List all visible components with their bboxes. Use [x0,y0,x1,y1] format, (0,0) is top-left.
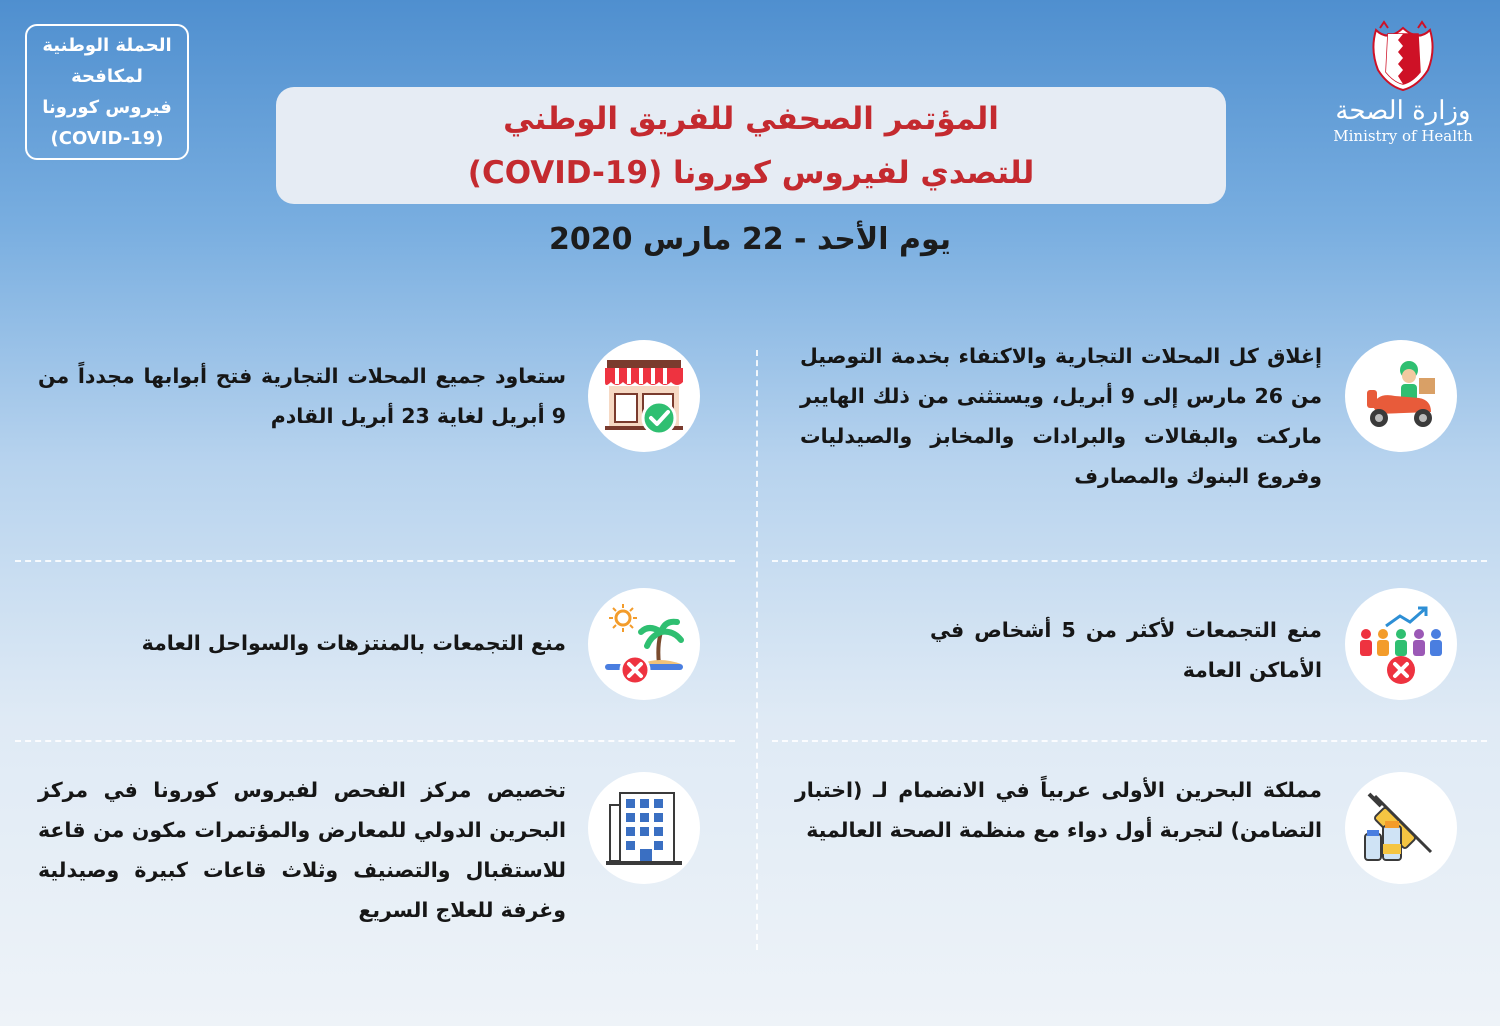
item-2-text: ستعاود جميع المحلات التجارية فتح أبوابها مجدداً من 9 أبريل لغاية 23 أبريل القادم [38,364,566,428]
horizontal-divider-right-2 [772,740,1487,742]
item-6-icon-circle [588,772,700,884]
campaign-line-1: الحملة الوطنية [42,35,172,56]
campaign-box [25,24,189,160]
vertical-divider [756,350,758,950]
horizontal-divider-right-1 [772,560,1487,562]
title-line-1: المؤتمر الصحفي للفريق الوطني [503,100,999,137]
page-date: يوم الأحد - 22 مارس 2020 [548,222,952,257]
ministry-name-ar: وزارة الصحة [1335,96,1471,126]
horizontal-divider-left-2 [15,740,735,742]
item-6-text: تخصيص مركز الفحص لفيروس كورونا في مركز البحرين الدولي للمعارض والمؤتمرات مكون من قاعة للاستقبال والتصنيف وثلاث قاعات كبيرة وصيدلية وغرفة للعلاج السريع [38,778,566,922]
ministry-name-en: Ministry of Health [1333,127,1473,145]
page-title-box [276,87,1226,204]
building-icon [604,787,684,869]
campaign-line-4: (COVID-19) [50,128,164,149]
item-3-text: منع التجمعات لأكثر من 5 أشخاص في الأماكن العامة [930,618,1322,682]
shop-check-icon [601,356,687,436]
item-5-icon-circle [1345,772,1457,884]
delivery-scooter-icon [1359,358,1443,434]
horizontal-divider-left-1 [15,560,735,562]
item-4-text: منع التجمعات بالمنتزهات والسواحل العامة [141,631,566,655]
campaign-line-2: لمكافحة [71,66,143,87]
title-line-2: للتصدي لفيروس كورونا (COVID-19) [467,154,1035,191]
item-5-text: مملكة البحرين الأولى عربياً في الانضمام لـ (اختبار التضامن) لتجربة أول دواء مع منظمة الصحة العالمية [795,778,1322,842]
item-1-icon-circle [1345,340,1457,452]
campaign-line-3: فيروس كورونا [42,97,172,118]
item-1-text: إغلاق كل المحلات التجارية والاكتفاء بخدمة التوصيل من 26 مارس إلى 9 أبريل، ويستثنى من ذلك الهايبر ماركت والبقالات والبرادات والمخابز والصيدليات وفروع البنوك والمصارف [800,344,1323,488]
people-crowd-icon [1356,602,1446,686]
item-4-icon-circle [588,588,700,700]
coat-of-arms-icon [1368,20,1438,92]
ministry-logo [1328,20,1478,170]
vaccine-syringe-icon [1359,786,1443,870]
item-3-icon-circle [1345,588,1457,700]
beach-island-icon [601,602,687,686]
item-2-icon-circle [588,340,700,452]
